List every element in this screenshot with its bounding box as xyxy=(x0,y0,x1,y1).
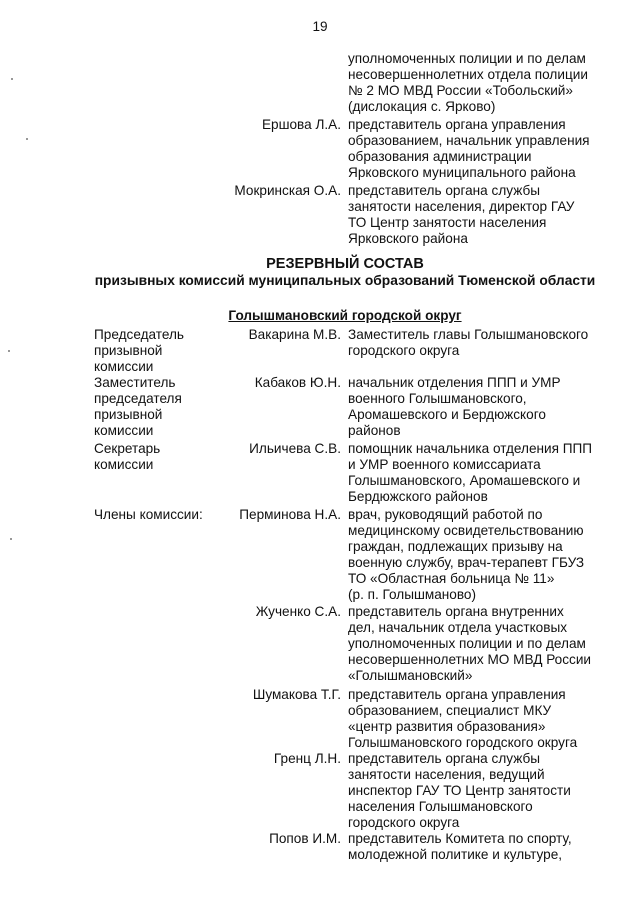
text-line: «центр развития образования» xyxy=(348,719,546,734)
scan-speck xyxy=(10,538,12,540)
text-line: председателя xyxy=(94,391,182,406)
text-line: представитель органа управления xyxy=(348,117,566,132)
member-description xyxy=(348,375,613,439)
text-line: образованием, специалист МКУ xyxy=(348,703,552,718)
member-name: Кабаков Ю.Н. xyxy=(254,375,341,390)
text-line: Секретарь xyxy=(94,441,161,456)
text-line: представитель органа службы xyxy=(348,751,540,766)
scan-speck xyxy=(26,138,28,140)
text-line: представитель органа службы xyxy=(348,183,540,198)
text-line: городского округа xyxy=(348,343,460,358)
member-description xyxy=(348,183,613,247)
text-line: занятости населения, ведущий xyxy=(348,767,545,782)
role-label xyxy=(94,327,224,375)
reserve-subtitle: призывных комиссий муниципальных образований Тюменской области xyxy=(94,273,596,288)
text-line: ТО «Областная больница № 11» xyxy=(348,571,555,586)
role-label xyxy=(94,441,224,473)
member-name: Перминова Н.А. xyxy=(239,507,341,522)
text-line: городского округа xyxy=(348,815,460,830)
text-line: инспектор ГАУ ТО Центр занятости xyxy=(348,783,571,798)
member-name: Попов И.М. xyxy=(269,831,341,846)
text-line: медицинскому освидетельствованию xyxy=(348,523,584,538)
text-line: начальник отделения ППП и УМР xyxy=(348,375,561,390)
district-title: Голышмановский городской округ xyxy=(228,308,462,323)
member-name: Жученко С.А. xyxy=(255,604,341,619)
text-line: призывной xyxy=(94,407,163,422)
text-line: представитель органа управления xyxy=(348,687,566,702)
text-line: (р. п. Голышманово) xyxy=(348,587,477,602)
text-line: Голышмановского городского округа xyxy=(348,735,578,750)
role-label xyxy=(94,507,224,523)
member-description xyxy=(348,441,613,505)
member-name: Вакарина М.В. xyxy=(248,327,341,342)
text-line: несовершеннолетних МО МВД России xyxy=(348,652,592,667)
page-number: 19 xyxy=(312,19,328,34)
member-name: Гренц Л.Н. xyxy=(273,751,341,766)
member-description xyxy=(348,327,613,359)
member-name: Ильичева С.В. xyxy=(249,441,341,456)
text-line: № 2 МО МВД России «Тобольский» xyxy=(348,83,573,98)
member-description xyxy=(348,751,613,831)
text-line: представитель органа внутренних xyxy=(348,604,564,619)
text-line: Аромашевского и Бердюжского xyxy=(348,407,546,422)
text-line: Голышмановского, Аромашевского и xyxy=(348,473,581,488)
text-line: (дислокация с. Ярково) xyxy=(348,99,496,114)
member-name: Ершова Л.А. xyxy=(261,117,341,132)
text-line: Заместитель главы Голышмановского xyxy=(348,327,589,342)
text-line: комиссии xyxy=(94,359,154,374)
member-description xyxy=(348,604,613,684)
text-line: несовершеннолетних отдела полиции xyxy=(348,67,588,82)
text-line: комиссии xyxy=(94,457,154,472)
role-label xyxy=(94,375,224,439)
text-line: представитель Комитета по спорту, xyxy=(348,831,572,846)
text-line: уполномоченных полиции и по делам xyxy=(348,636,586,651)
text-line: населения Голышмановского xyxy=(348,799,533,814)
text-line: образованием, начальник управления xyxy=(348,133,590,148)
text-line: «Голышмановский» xyxy=(348,668,473,683)
text-line: Заместитель xyxy=(94,375,176,390)
text-line: образования администрации xyxy=(348,149,532,164)
text-line: дел, начальник отдела участковых xyxy=(348,620,568,635)
text-line: военную службу, врач-терапевт ГБУЗ xyxy=(348,555,585,570)
reserve-title: РЕЗЕРВНЫЙ СОСТАВ xyxy=(266,256,424,272)
scan-speck xyxy=(8,350,10,352)
text-line: Ярковского района xyxy=(348,231,468,246)
text-line: Председатель xyxy=(94,327,184,342)
scan-speck xyxy=(11,78,13,80)
text-line: и УМР военного комиссариата xyxy=(348,457,541,472)
text-line: военного Голышмановского, xyxy=(348,391,527,406)
text-line: призывной xyxy=(94,343,163,358)
member-name: Шумакова Т.Г. xyxy=(252,687,341,702)
text-line: помощник начальника отделения ППП xyxy=(348,441,593,456)
member-description xyxy=(348,687,613,751)
text-line: Члены комиссии: xyxy=(94,507,203,522)
member-description xyxy=(348,831,613,863)
text-line: граждан, подлежащих призыву на xyxy=(348,539,563,554)
text-line: занятости населения, директор ГАУ xyxy=(348,199,575,214)
text-line: Ярковского муниципального района xyxy=(348,165,576,180)
text-line: врач, руководящий работой по xyxy=(348,507,543,522)
text-line: уполномоченных полиции и по делам xyxy=(348,51,586,66)
continuation-text xyxy=(348,51,613,115)
text-line: комиссии xyxy=(94,423,154,438)
member-description xyxy=(348,117,613,181)
member-description xyxy=(348,507,613,603)
text-line: районов xyxy=(348,423,401,438)
member-name: Мокринская О.А. xyxy=(234,183,341,198)
text-line: Бердюжского районов xyxy=(348,489,488,504)
text-line: молодежной политике и культуре, xyxy=(348,847,563,862)
text-line: ТО Центр занятости населения xyxy=(348,215,547,230)
